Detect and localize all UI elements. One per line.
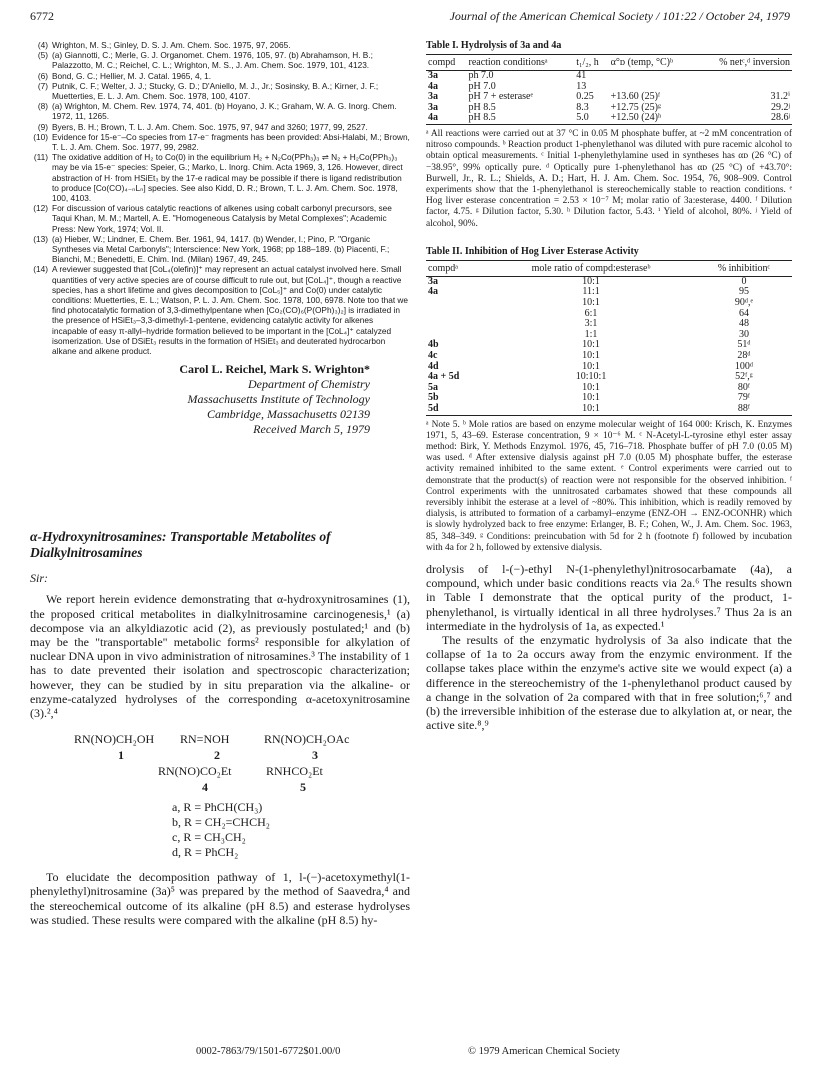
- table2-cell: 80ᶠ: [737, 381, 750, 393]
- table2-cell: 64: [738, 307, 749, 319]
- reference-list: [30, 40, 410, 356]
- structure-5: RNHCO₂Et: [266, 764, 323, 779]
- r-group-c: c, R = CH₃CH₂: [172, 830, 246, 845]
- table1-footnote: ᵃ All reactions were carried out at 37 °C in 0.05 M phosphate buffer, at ~2 mM concentration of nitroso compounds. ᵇ Reaction product 1-phenylethanol was diluted with pure racemic alcohol to obtain optical measurements. ᶜ Initial 1-phenylethylamine used in syntheses has αᴅ (26 °C) of −38.95°, 99% optically pure. ᵈ Optically pure 1-phenylethanol has αᴅ (25 °C) of +43.70°: Burwell, Jr., R. L.; Shields, A. D.; Hart, H. J. Am. Chem. Soc. 1954, 76, 908–909. Control experiments show that the 1-phenylethanol is stereochemically stable to reaction conditions. ᵉ Hog liver esterase concentration = 2.53 × 10⁻⁷ M; molar ratio of 3a:esterase, 4400. ᶠ Dilution factor, 4.75. ᵍ Dilution factor, 5.30. ʰ Dilution factor, 5.43. ⁱ Yield of alcohol, 80%. ʲ Yield of alcohol, 90%.: [426, 128, 792, 229]
- table2-cell: 10:10:1: [575, 371, 607, 383]
- department: Department of Chemistry: [248, 377, 370, 392]
- table1-cell: +13.60 (25)ᶠ: [610, 91, 661, 103]
- structure-1: RN(NO)CH₂OH: [74, 732, 155, 747]
- table1-cell: 8.3: [576, 101, 589, 113]
- table1-cell: pH 7 + esteraseᵉ: [468, 91, 534, 103]
- reference-item: [30, 203, 410, 234]
- table2-cell: 10:1: [486, 404, 696, 415]
- table1-cell: +12.50 (24)ʰ: [609, 113, 695, 124]
- table-row: [426, 404, 792, 415]
- table2-cell: 4a + 5d: [428, 371, 460, 383]
- table2-cell: 5d: [426, 404, 486, 415]
- table2-cell: 30: [738, 328, 749, 340]
- reference-item: [30, 132, 410, 152]
- table1: [426, 54, 792, 125]
- reference-number: (6): [37, 70, 48, 81]
- table2-cell: 10:1: [582, 296, 600, 308]
- reference-text: The oxidative addition of H₂ to Co(0) in the equilibrium H₂ + N₂Co(PPh₃)₃ ⇌ N₂ + H₂Co(PPh₃)₃ may be via 15-e⁻ species: Speier, G.; Marko, L. Inorg. Chim. Acta 1969, 3, 126. However, direct abstraction of H· from HSiEt₃ by the 17-e radical may be possible if there is ligand redistribution to produce [Co(CO)₄₋ₙLₙ] species. See also Kidd, D. R.; Brown, T. L. J. Am. Chem. Soc. 1978, 100, 4103.: [52, 152, 403, 204]
- author-names: Carol L. Reichel, Mark S. Wrighton*: [179, 362, 370, 377]
- institution: Massachusetts Institute of Technology: [187, 392, 370, 407]
- table2-footnote: ᵃ Note 5. ᵇ Mole ratios are based on enzyme molecular weight of 164 000: Krisch, K. Enzymes 1971, 5, 43–69. Esterase concentration, 9 × 10⁻⁶ M. ᶜ N-Acetyl-L-tyrosine ethyl ester assay method: Birk, Y. Methods Enzymol. 1976, 45, 716–718. Phosphate buffer of pH 7.0 (0.05 M) was used. ᵈ After extensive dialysis against pH 7.0 (0.05 M) phosphate buffer, the esterase activity remained inhibited to the same extent. ᵉ Control experiments were carried out to demonstrate that the product(s) of reaction were not responsible for the observed inhibition. ᶠ Control experiments with the unnitrosated carbamates showed that these compounds all reversibly inhibit the esterase at a level of ~80%. This inhibition, which is readily removed by dialysis, is attributed to formation of a carbamyl–enzyme (ENZ-OH → ENZ-OCONHR) which is slowly hydrolyzed back to free enzyme: Erlanger, B. F.; Cohen, W., J. Am. Chem. Soc. 1963, 85, 348–349. ᵍ Conditions: preincubation with 5d for 2 h (footnote f) followed by incubation with 4a for 2 h, followed by extensive dialysis.: [426, 419, 792, 553]
- reference-item: [30, 234, 410, 265]
- table2-title: Table II. Inhibition of Hog Liver Esterase Activity: [426, 245, 639, 257]
- table1-header-cell: reaction conditionsᵃ: [466, 55, 574, 71]
- table1-header-cell: % netᶜ,ᵈ inversion: [695, 55, 792, 71]
- table1-cell: 3a: [428, 101, 438, 113]
- table-row: [426, 276, 792, 287]
- reference-number: (13): [33, 233, 48, 244]
- footer-code: 0002-7863/79/1501-6772$01.00/0: [196, 1046, 341, 1057]
- table2-cell: 10:1: [582, 349, 600, 361]
- table1-cell: pH 8.5: [468, 101, 496, 113]
- table1-cell: 3a: [428, 70, 438, 81]
- table2-cell: 5b: [428, 392, 439, 404]
- reference-number: (10): [33, 131, 48, 142]
- table1-header-cell: compd: [426, 55, 466, 71]
- city: Cambridge, Massachusetts 02139: [207, 407, 370, 422]
- table2-cell: 0: [741, 275, 747, 287]
- table2-cell: 10:1: [582, 360, 600, 372]
- table2-cell: 48: [738, 318, 749, 330]
- reference-item: [30, 50, 410, 70]
- table1-cell: 13: [576, 80, 587, 92]
- table-row: [426, 71, 792, 82]
- table-row: [426, 309, 792, 320]
- table1-cell: 5.0: [574, 113, 608, 124]
- table2-cell: 51ᵈ: [737, 339, 751, 351]
- reference-number: (12): [33, 203, 48, 214]
- table2-header-cell: % inhibitionᶜ: [696, 260, 792, 276]
- r-group-a: a, R = PhCH(CH₃): [172, 800, 263, 815]
- label-1: 1: [118, 748, 124, 763]
- table2-cell: 1:1: [584, 328, 598, 340]
- table2-cell: 10:1: [582, 339, 600, 351]
- table-row: [426, 319, 792, 330]
- table1-cell: pH 8.5: [466, 113, 574, 124]
- table1-cell: ph 7.0: [468, 70, 494, 81]
- reference-text: A reviewer suggested that [CoL₄(olefin)]⁺ may represent an actual catalyst involved here. Small quantities of very active species are of course difficult to rule out, but [CoL₄]⁺, though a reactive species, has a short lifetime and gives decomposition to [CoL₅]⁺ and Co(0) under catalytic conditions: Muetterties, E. L.; Watson, P. L. J. Am. Chem. Soc. 1978, 100, 6978. Note too that we find photocatalytic formation of 3,3-dimethylpentane when [Co₂(CO)₆(P(OPh)₃)₂] is irradiated in the presence of HSiEt₃–3,3-dimethyl-1-pentene, evidencing catalytic activity for alkenes incapable of easy π-allyl–hydride formation believed to be important in the [CoL₄]⁺ catalyzed isomerization. Use of DSiEt₃ results in the formation of HSiEt₃ and deuterated hydrocarbon alkane and alkene product.: [52, 264, 409, 357]
- reference-item: [30, 264, 410, 356]
- table1-cell: 41: [576, 70, 587, 81]
- table2-cell: 11:1: [582, 286, 600, 298]
- table1-cell: 31.2ⁱ: [770, 91, 790, 103]
- reference-number: (9): [37, 121, 48, 132]
- table2-header-cell: mole ratio of compd:esteraseᵇ: [486, 260, 696, 276]
- reference-item: [30, 101, 410, 121]
- footer-copyright: © 1979 American Chemical Society: [468, 1046, 621, 1057]
- reference-item: [30, 40, 410, 50]
- table2-cell: 79ᶠ: [737, 392, 750, 404]
- reference-number: (7): [37, 80, 48, 91]
- paragraph-4: The results of the enzymatic hydrolysis of 3a also indicate that the collapse of 1a to 2a occurs away from the enzymic environment. If the collapse takes place within the enzyme's active site we would expect (a) a difference in the stereochemistry of the 1-phenylethanol product caused by a change in the solvation of 2a compared with that in free solution;⁶,⁷ and (b) the irreversible inhibition of the esterase due to alkylation at, or near, the active site.⁸,⁹: [426, 632, 792, 733]
- table2-cell: 90ᵈ,ᵉ: [734, 296, 754, 308]
- table2-cell: 28ᵈ: [737, 349, 751, 361]
- table2-cell: 52ᶠ,ᵍ: [735, 371, 753, 383]
- table1-cell: [695, 71, 792, 82]
- reference-item: [30, 152, 410, 203]
- table2-cell: 4b: [428, 339, 439, 351]
- reference-text: (a) Hieber, W.; Lindner, E. Chem. Ber. 1961, 94, 1417. (b) Wender, I.; Pino, P. "Organic Syntheses via Metal Carbonyls"; Interscience: New York, 1968; pp 188–189. (b) Piacenti, F.; Bianchi, M.; Benedetti, E. Chim. Ind. (Milan) 1967, 49, 245.: [52, 233, 390, 265]
- page-header: [30, 9, 790, 27]
- paragraph-3: drolysis of l-(−)-ethyl N-(1-phenylethyl)nitrosocarbamate (4a), a compound, which under basic conditions reacts via 2a.⁶ The results shown in Table I demonstrate that the optical purity of the product, 1-phenylethanol, is virtually identical in all three hydrolyses.⁷ Thus 2a is an intermediate in the hydrolysis of 1a, as expected.¹: [426, 561, 792, 633]
- chemical-structures: [30, 732, 410, 870]
- label-5: 5: [300, 780, 306, 795]
- table2-cell: 6:1: [584, 307, 598, 319]
- paragraph-2: To elucidate the decomposition pathway of 1, l-(−)-acetoxymethyl(1-phenylethyl)nitrosamine (3a)⁵ was prepared by the method of Saavedra,⁴ and the stereochemical outcome of its alkaline (pH 8.5) and esterase hydrolyses was studied. These results were compared with the alkaline (pH 8.5) hy-: [30, 870, 410, 927]
- table1-cell: 0.25: [576, 91, 594, 103]
- table2-cell: [426, 298, 486, 309]
- table2-cell: 10:1: [582, 275, 600, 287]
- table2-cell: 4c: [428, 349, 438, 361]
- table2-cell: 5a: [428, 381, 438, 393]
- label-2: 2: [214, 748, 220, 763]
- structure-2: RN=NOH: [180, 732, 230, 747]
- table2-cell: 100ᵈ: [734, 360, 754, 372]
- table1-cell: 4a: [426, 113, 466, 124]
- reference-text: Evidence for 15-e⁻–Co species from 17-e⁻ fragments has been provided: Absi-Halabi, M.; Brown, T. L. J. Am. Chem. Soc. 1977, 99, 2982.: [52, 131, 410, 153]
- table-row: [426, 351, 792, 362]
- table1-title: Table I. Hydrolysis of 3a and 4a: [426, 40, 562, 51]
- journal-title: Journal of the American Chemical Society / 101:22 / October 24, 1979: [449, 9, 790, 23]
- author-signature: [30, 362, 410, 437]
- label-4: 4: [202, 780, 208, 795]
- structure-4: RN(NO)CO₂Et: [158, 764, 232, 779]
- table2-cell: 4a: [428, 286, 438, 298]
- salutation: Sir:: [30, 571, 48, 586]
- table-row: [426, 113, 792, 124]
- reference-item: [30, 122, 410, 132]
- table1-cell: 28.6ʲ: [695, 113, 792, 124]
- table2-cell: 3a: [428, 275, 438, 287]
- reference-text: Bond, G. C.; Hellier, M. J. Catal. 1965, 4, 1.: [52, 70, 212, 81]
- table2-cell: [426, 319, 486, 330]
- table2: [426, 260, 792, 416]
- reference-number: (14): [33, 264, 48, 275]
- table2-cell: 4d: [428, 360, 439, 372]
- table1-cell: 4a: [428, 80, 438, 92]
- reference-item: [30, 71, 410, 81]
- reference-text: For discussion of various catalytic reactions of alkenes using cobalt carbonyl precursors, see Taqui Khan, M. M.; Martell, A. E. "Homogeneous Catalysis by Metal Complexes"; Academic Press: New York, 1974; Vol. II.: [52, 203, 392, 234]
- table2-cell: [426, 309, 486, 320]
- table2-header-cell: compdᵃ: [426, 260, 486, 276]
- r-group-b: b, R = CH₂=CHCH₂: [172, 815, 270, 830]
- table-row: [426, 298, 792, 309]
- table2-cell: 10:1: [582, 381, 600, 393]
- reference-text: Wrighton, M. S.; Ginley, D. S. J. Am. Chem. Soc. 1975, 97, 2065.: [52, 40, 291, 50]
- paragraph-1: We report herein evidence demonstrating that α-hydroxynitrosamines (1), the proposed critical metabolites in dialkylnitrosamine carcinogenesis,¹ (a) decompose via an alkyldiazotic acid (2), as previously postulated;¹ and (b) may be the "transportable" metabolic forms² responsible for alkylation of nuclear DNA upon in vivo administration of nitrosamines.³ The instability of 1 has to date prevented their isolation and spectroscopic characterization; however, they can be studied by in situ preparation via the alkaline- or enzyme-catalyzed hydrolyses of the corresponding α-acetoxynitrosamine (3).²,⁴: [30, 592, 410, 720]
- table1-cell: [609, 71, 695, 82]
- table2-cell: 88ᶠ: [696, 404, 792, 415]
- table2-cell: 95: [738, 286, 749, 298]
- table1-cell: 3a: [428, 91, 438, 103]
- table2-cell: 3:1: [584, 318, 598, 330]
- reference-text: Byers, B. H.; Brown, T. L. J. Am. Chem. Soc. 1975, 97, 947 and 3260; 1977, 99, 2527.: [52, 121, 368, 132]
- reference-number: (11): [33, 152, 48, 163]
- table1-cell: +12.75 (25)ᵍ: [610, 101, 661, 113]
- reference-number: (5): [37, 50, 48, 61]
- right-column: [426, 40, 792, 732]
- table2-cell: 10:1: [582, 392, 600, 404]
- reference-item: [30, 81, 410, 101]
- reference-number: (8): [37, 101, 48, 112]
- reference-text: (a) Giannotti, C.; Merle, G. J. Organomet. Chem. 1976, 105, 97. (b) Abrahamson, H. B.; Palazzotto, M. C.; Reichel, C. L.; Wrighton, M. S., J. Am. Chem. Soc. 1979, 101, 4123.: [52, 50, 373, 71]
- article-title: α-Hydroxynitrosamines: Transportable Metabolites of Dialkylnitrosamines: [30, 529, 331, 561]
- reference-text: (a) Wrighton, M. Chem. Rev. 1974, 74, 401. (b) Hoyano, J. K.; Graham, W. A. G. Inorg. Chem. 1972, 11, 1265.: [52, 101, 397, 122]
- reference-number: (4): [37, 40, 48, 50]
- received-date: Received March 5, 1979: [253, 422, 370, 437]
- r-group-d: d, R = PhCH₂: [172, 845, 239, 860]
- table1-cell: pH 7.0: [468, 80, 496, 92]
- table1-cell: 29.2ʲ: [770, 101, 790, 113]
- left-column: [30, 40, 410, 927]
- table1-header-cell: α°ᴅ (temp, °C)ᵇ: [609, 55, 695, 71]
- label-3: 3: [312, 748, 318, 763]
- reference-text: Putnik, C. F.; Welter, J. J.; Stucky, G. D.; D'Aniello, M. J., Jr.; Sosinsky, B. A.; Kirner, J. F.; Muetterties, E. L. J. Am. Chem. Soc. 1978, 100, 4107.: [52, 80, 379, 102]
- page-number: 6772: [30, 9, 54, 23]
- table1-header-cell: t₁/₂, h: [574, 55, 608, 71]
- structure-3: RN(NO)CH₂OAc: [264, 732, 350, 747]
